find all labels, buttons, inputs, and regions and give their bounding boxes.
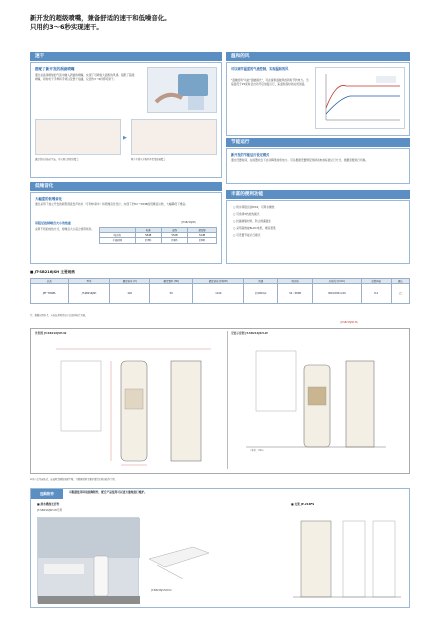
- specs-header: 风速: [244, 279, 278, 284]
- accessories-panel: [30, 488, 410, 608]
- table-cell: 52dB: [188, 233, 217, 238]
- table-cell: 220: [110, 284, 150, 304]
- specs-title: ■ JT-SB216JSH 主要规格: [30, 270, 75, 274]
- feature-item: ○ 可设置节能运行模式: [233, 233, 261, 237]
- temperature-graph-icon: [316, 68, 406, 130]
- quick-dry-body: 通过在高速喷射的气流中融入涡旋的喷嘴，实现了可喷射大面积的风速。搭配了超级喷嘴，同时吹干手掌和手背以及整个指缝，仅需约3～6秒即可速干。: [35, 73, 135, 81]
- table-cell: JET TOWEL: [31, 284, 69, 304]
- table-cell: 58dB: [135, 233, 161, 238]
- drawings-panel: [30, 328, 410, 474]
- airflow-diagram-left: [35, 119, 121, 155]
- hand-dryer-photo: [147, 67, 217, 113]
- quick-dry-panel: [30, 62, 222, 178]
- feature-item: ○ 可选择3档加热模式: [233, 212, 260, 216]
- right-drawing-title: 安装示意图 JT-SB216JSH-W: [231, 331, 268, 335]
- restroom-photo: [37, 517, 139, 603]
- installation-note: （单位：mm）: [249, 449, 265, 452]
- drain-kit-icon: [143, 533, 215, 579]
- feature-item: ○ 采用高效能BLDC电机，噪音更低: [233, 226, 276, 230]
- table-cell: 约4秒: [161, 238, 187, 243]
- section-title-features: 丰富的便利功能: [226, 190, 410, 199]
- specs-header: 颜色: [391, 279, 409, 284]
- feature-item: ○ 抗菌树脂材料，防止细菌滋生: [233, 219, 272, 223]
- caption-right: 整个手掌从手腕到手指都能被覆盖: [131, 158, 166, 161]
- hygiene-subtitle: 可以调节温度的气流控制，实现温和的风: [231, 67, 289, 71]
- noise-control-subtitle: 用阻尼控制噪音大小的性能: [35, 221, 72, 225]
- accessory-right-label: ■ 支架 JP-216FS: [291, 502, 315, 506]
- table-cell: 干燥时间: [100, 238, 136, 243]
- arrow-right-icon: ▶: [123, 135, 127, 141]
- table-cell: 约6秒: [188, 238, 217, 243]
- table-cell: 52～58dB: [278, 284, 313, 304]
- installation-diagram-icon: [246, 341, 396, 451]
- drawing-divider: [227, 331, 228, 469]
- headline-line-2: 只用约3～6秒实现速干。: [30, 22, 103, 31]
- low-noise-panel: [30, 192, 222, 264]
- table-cell: 50: [150, 284, 193, 304]
- accessories-desc: 可根据使用环境选购附件，配合产品使用可以更方便地进行维护。: [69, 490, 147, 494]
- power-save-subtitle: 新开发的节能运行设定模式: [231, 153, 270, 157]
- power-save-body: 通过设置时间，在闲置状态下自动降低待机电力。可以根据设置情况选择省电或标准运行方式，根据需要进行切换。: [231, 158, 369, 162]
- specs-footnote: 注：数据仅供参考，实际使用时请以产品铭牌标注为准。: [30, 314, 88, 317]
- stand-drawing-icon: [293, 511, 403, 603]
- low-noise-subtitle: 大幅度的低噪音化: [35, 197, 63, 201]
- headline-line-1: 新开发的超级喷嘴，兼备舒适的速干和低噪音化。: [30, 14, 171, 22]
- table-cell: 8.2: [361, 284, 391, 304]
- table-cell: 300×695×219: [312, 284, 361, 304]
- table-cell: 噪音值: [100, 233, 136, 238]
- specs-header: 外形尺寸(mm): [312, 279, 361, 284]
- temperature-graph: [315, 67, 405, 129]
- noise-table-caption: (JT-SB216JSH): [181, 221, 197, 224]
- features-panel: [226, 200, 410, 264]
- specs-header: 额定消耗功率(W): [193, 279, 244, 284]
- table-row: [31, 284, 410, 304]
- table-cell: 白: [391, 284, 409, 304]
- section-title-hygiene: 温和的风: [226, 52, 410, 61]
- specs-note-right: (JT-SB216JSH-W): [340, 321, 358, 324]
- specs-header: 型号: [68, 279, 110, 284]
- drawings-bottom-note: ※本产品为落地式，安装时需确保地面平整，并根据说明书要求预留足够的操作空间。: [30, 478, 117, 481]
- hand-dryer-illustration-icon: [148, 68, 218, 114]
- noise-table-header: 超安静: [188, 228, 217, 233]
- specs-header: 重量(kg): [361, 279, 391, 284]
- noise-table-header: 标准: [135, 228, 161, 233]
- restroom-photo-icon: [38, 518, 140, 604]
- specs-header: 额定电压 (V): [110, 279, 150, 284]
- accessory-left-model: JT-SB216JSH-DUC: [151, 589, 172, 592]
- section-title-quick-dry: 速干: [30, 52, 222, 61]
- specs-header: 品名: [31, 279, 69, 284]
- accessory-left-sub: JT-SB216JSH-W专用: [37, 508, 63, 512]
- section-title-low-noise: 低噪音化: [30, 182, 222, 191]
- specs-header: 噪音值: [278, 279, 313, 284]
- accessories-badge: 选购附件: [31, 489, 63, 499]
- product-dimension-drawing-icon: [51, 341, 221, 469]
- power-save-panel: [226, 148, 410, 184]
- airflow-diagram-right: [131, 119, 217, 155]
- drain-kit-photo: [143, 533, 215, 579]
- noise-table: [99, 227, 217, 244]
- hygiene-panel: [226, 62, 410, 136]
- quick-dry-subtitle: 搭配了新开发的涡旋喷嘴: [35, 67, 75, 71]
- table-cell: 约3秒: [135, 238, 161, 243]
- noise-table-header: 安静: [161, 228, 187, 233]
- table-cell: JT-SB216JSH: [68, 284, 110, 304]
- table-cell: 约100m/s: [244, 284, 278, 304]
- specs-table: [30, 278, 410, 304]
- feature-item: ○ 防水等级达到IPX4，可用水擦洗: [233, 205, 275, 209]
- caption-left: 通过喷出的旋转气流，可实现大面积的覆盖: [35, 158, 79, 161]
- section-title-power-save: 节能运行: [226, 138, 410, 147]
- page-headline: [30, 14, 330, 31]
- table-cell: 1140: [193, 284, 244, 304]
- low-noise-body: 通过采用了独立开发的新型涡流发声技术（专利申请中）和低噪音化设计，实现了约52～58dB的低噪音运转，大幅降低了噪音。: [35, 202, 188, 206]
- left-drawing-title: 外形图 JT-SB216JSH-W: [35, 331, 67, 335]
- noise-control-body: 采用不同的加热方式，使噪音大小适合使用场所。: [35, 227, 95, 231]
- hygiene-body: "温暖的风"功能"温暖模式"，可在提供温暖风的同时节约电力。当室温低于25度时会自动开启加温运行，室温较高时则关闭加温。: [231, 78, 309, 86]
- table-cell: 55dB: [161, 233, 187, 238]
- specs-header: 额定频率 (Hz): [150, 279, 193, 284]
- table-row: [100, 238, 217, 243]
- accessory-left-label: ■ 排水槽加长套件: [37, 502, 60, 506]
